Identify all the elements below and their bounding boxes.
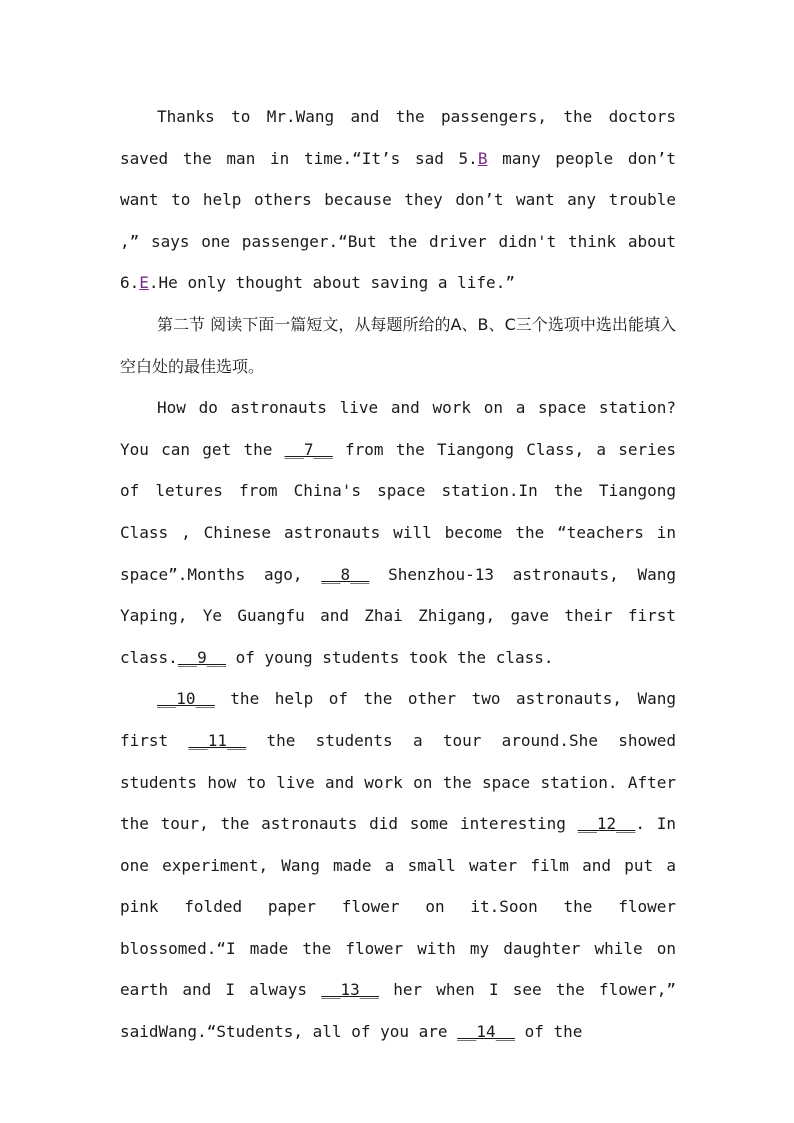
text-segment: many people don’t want to help others because they don’t want any trouble ,” says one passenger.“But the driver didn't think about 6. — [120, 148, 677, 293]
blank-7: __7__ — [284, 439, 333, 459]
text-segment: . In one experiment, Wang made a small water film and put a pink folded paper flower on it.Soon the flower blossomed.“I made the flower with my daughter while on earth and I always — [120, 814, 677, 1000]
text-segment: of the — [514, 1022, 583, 1042]
blank-11: __11__ — [188, 730, 247, 750]
paragraph-cloze-tour — [120, 678, 676, 1052]
text-segment: her when I see the flower,” saidWang.“Students, all of you are — [120, 980, 677, 1042]
blank-12: __12__ — [577, 814, 636, 834]
text-segment: How do astronauts live and work on a space station? You can get the — [120, 398, 676, 459]
paragraph-story-ending — [120, 96, 676, 304]
blank-10: __10__ — [157, 689, 215, 709]
blank-9: __9__ — [177, 647, 226, 667]
paragraph-cloze-intro — [120, 387, 676, 678]
text-segment: Thanks to Mr.Wang and the passengers, the doctors saved the man in time.“It’s sad 5. — [120, 107, 676, 168]
document-page — [120, 96, 676, 1053]
text-segment: Shenzhou-13 astronauts, Wang Yaping, Ye Guangfu and Zhai Zhigang, gave their first class. — [120, 564, 676, 667]
section-instruction: 第二节 阅读下面一篇短文，从每题所给的A、B、C三个选项中选出能填入空白处的最佳选项。 — [120, 314, 676, 376]
text-segment: .He only thought about saving a life.” — [148, 273, 515, 293]
text-segment: of young students took the class. — [225, 647, 554, 667]
blank-13: __13__ — [321, 980, 380, 1000]
text-segment: from the Tiangong Class, a series of letures from China's space station.In the Tiangong Class , Chinese astronauts will become the “teachers in space”.Months ago, — [120, 439, 677, 584]
text-segment: the help of the other two astronauts, Wang first — [120, 689, 676, 750]
blank-14: __14__ — [457, 1022, 515, 1042]
blank-8: __8__ — [321, 564, 370, 584]
text-segment: the students a tour around.She showed students how to live and work on the space station. After the tour, the astronauts did some interesting — [120, 730, 677, 834]
answer-5: B — [477, 148, 488, 168]
answer-6: E — [139, 273, 149, 293]
